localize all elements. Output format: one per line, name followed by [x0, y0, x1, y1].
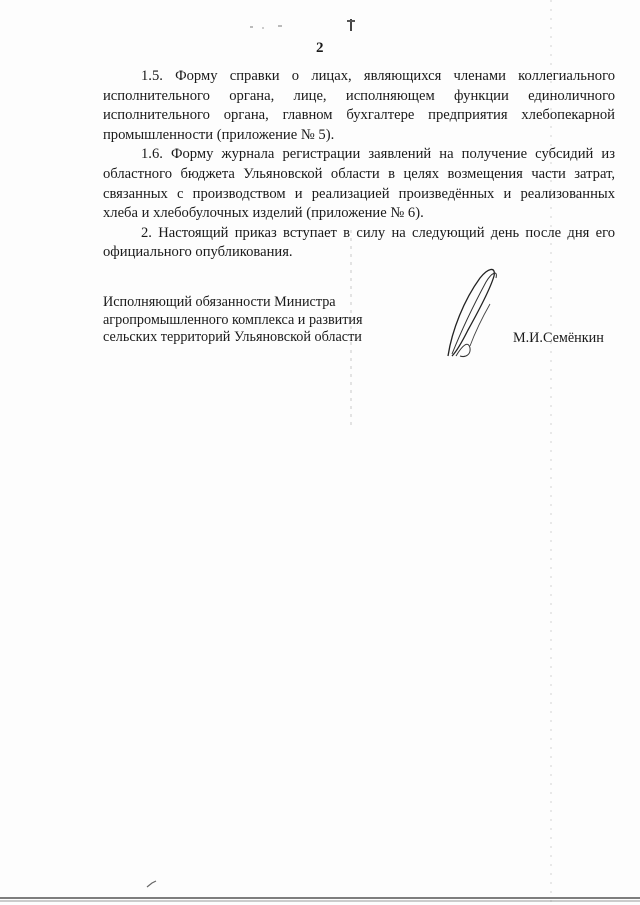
page-number: 2 [316, 40, 324, 56]
signatory-position [103, 294, 403, 347]
paragraph-1-6: 1.6. Форму журнала регистрации заявлений на получение субсидий из областного бюджета Ульяновской области в целях возмещения части затрат, связанных с производством и реализацией произведённых и реализованных хлеба и хлебобулочных изделий (приложение № 6). [103, 146, 615, 222]
position-line-2: агропромышленного комплекса и развития [103, 311, 363, 328]
scan-artifact-bottom-edge [0, 886, 640, 905]
position-line-1: Исполняющий обязанности Министра [103, 294, 336, 310]
scan-artifact-left-speck [146, 880, 158, 888]
handwritten-signature [438, 260, 510, 360]
paragraph-1-5: 1.5. Форму справки о лицах, являющихся членами коллегиального исполнительного органа, лице, исполняющем функции единоличного исполнительного органа, главном бухгалтере предприятия хлебопекарной промышленности (приложение № 5). [103, 68, 615, 143]
order-text [103, 67, 615, 263]
paragraph-2: 2. Настоящий приказ вступает в силу на следующий день после дня его официального опубликования. [103, 224, 615, 261]
signer-name: М.И.Семёнкин [513, 330, 604, 346]
position-line-3: сельских территорий Ульяновской области [103, 329, 362, 346]
